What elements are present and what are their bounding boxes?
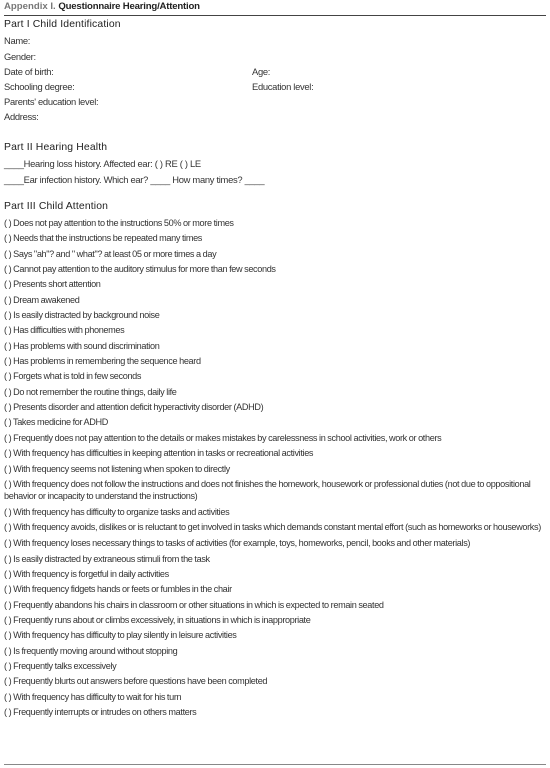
- checkbox-marker[interactable]: ( ): [4, 478, 12, 489]
- checklist-item-text: Forgets what is told in few seconds: [13, 371, 142, 382]
- checkbox-marker[interactable]: ( ): [4, 463, 12, 474]
- education-field-label: Education level:: [252, 81, 314, 92]
- checklist-item-text: Frequently interrupts or intrudes on others matters: [13, 707, 197, 717]
- checklist-item: [4, 308, 548, 323]
- checkbox-marker[interactable]: ( ): [4, 264, 12, 275]
- dob-field-label: Date of birth:: [4, 66, 54, 77]
- part3-title: Part III Child Attention: [4, 201, 109, 212]
- checkbox-marker[interactable]: ( ): [4, 553, 12, 564]
- checklist-item: [4, 323, 548, 338]
- checklist-item: [4, 216, 548, 231]
- hearing-loss-line: ____Hearing loss history. Affected ear: ( ) RE ( ) LE: [4, 158, 201, 169]
- checklist-item: [4, 369, 548, 384]
- checklist-item-text: With frequency has difficulty to play silently in leisure activities: [13, 630, 237, 641]
- checklist-item-text: Presents short attention: [13, 279, 101, 290]
- checklist-item: [4, 400, 548, 415]
- checklist-item-text: Takes medicine for ADHD: [13, 417, 109, 428]
- checklist-item-text: Frequently does not pay attention to the details or makes mistakes by carelessness in school activities, work or others: [13, 432, 442, 443]
- ear-infection-line: ____Ear infection history. Which ear? ____ How many times? ____: [4, 174, 265, 185]
- checklist-item-text: Is easily distracted by background noise: [13, 310, 160, 321]
- checklist-item: [4, 277, 548, 292]
- checklist-item-text: With frequency seems not listening when spoken to directly: [13, 463, 230, 474]
- checklist-item: [4, 505, 548, 520]
- checkbox-marker[interactable]: ( ): [4, 432, 12, 443]
- checkbox-marker[interactable]: ( ): [4, 568, 12, 579]
- checkbox-marker[interactable]: ( ): [4, 614, 12, 625]
- schooling-field-label: Schooling degree:: [4, 81, 75, 92]
- checkbox-marker[interactable]: ( ): [4, 371, 12, 382]
- checkbox-marker[interactable]: ( ): [4, 691, 12, 702]
- checkbox-marker[interactable]: ( ): [4, 310, 12, 321]
- checklist-item: [4, 582, 548, 597]
- checklist-item-text: Is easily distracted by extraneous stimuli from the task: [13, 553, 210, 564]
- part2-title: Part II Hearing Health: [4, 142, 108, 153]
- checklist-item-text: Has problems with sound discrimination: [13, 340, 160, 351]
- appendix-label: Appendix I.: [4, 1, 56, 12]
- checklist-item: [4, 477, 548, 505]
- checkbox-marker[interactable]: ( ): [4, 294, 12, 305]
- checklist-item-text: With frequency fidgets hands or feets or fumbles in the chair: [13, 584, 232, 595]
- checklist-item-text: Is frequently moving around without stopping: [13, 645, 178, 656]
- checkbox-marker[interactable]: ( ): [4, 218, 12, 228]
- checklist-item: [4, 446, 548, 461]
- attention-checklist: [4, 216, 548, 720]
- checkbox-marker[interactable]: ( ): [4, 325, 12, 336]
- checklist-item: [4, 293, 548, 308]
- checklist-item: [4, 690, 548, 705]
- checklist-item: [4, 339, 548, 354]
- checkbox-marker[interactable]: ( ): [4, 402, 12, 413]
- checklist-item: [4, 520, 548, 536]
- checklist-item-text: Frequently blurts out answers before questions have been completed: [13, 676, 268, 687]
- checklist-item-text: Does not pay attention to the instructions 50% or more times: [13, 218, 234, 228]
- checklist-item-text: Cannot pay attention to the auditory stimulus for more than few seconds: [13, 264, 276, 275]
- address-field-label: Address:: [4, 111, 39, 122]
- checklist-item-text: Frequently talks excessively: [13, 660, 117, 671]
- checkbox-marker[interactable]: ( ): [4, 676, 12, 687]
- header-divider: [4, 15, 546, 16]
- checklist-item-text: Dream awakened: [13, 294, 80, 305]
- checklist-item-text: With frequency has difficulties in keeping attention in tasks or recreational activities: [13, 448, 314, 459]
- checklist-item: [4, 385, 548, 400]
- appendix-header: [4, 1, 200, 12]
- checkbox-marker[interactable]: ( ): [4, 340, 12, 351]
- checkbox-marker[interactable]: ( ): [4, 356, 12, 367]
- checkbox-marker[interactable]: ( ): [4, 279, 12, 290]
- footer-divider: [4, 764, 546, 765]
- checkbox-marker[interactable]: ( ): [4, 522, 12, 533]
- checkbox-marker[interactable]: ( ): [4, 386, 12, 397]
- checkbox-marker[interactable]: ( ): [4, 248, 12, 259]
- parents-education-field-label: Parents' education level:: [4, 96, 99, 107]
- part1-title: Part I Child Identification: [4, 19, 121, 30]
- checklist-item: [4, 247, 548, 262]
- checklist-item: [4, 705, 548, 720]
- checklist-item: [4, 659, 548, 674]
- checkbox-marker[interactable]: ( ): [4, 630, 12, 641]
- checklist-item-text: Needs that the instructions be repeated many times: [13, 233, 203, 244]
- checklist-item-text: Has problems in remembering the sequence heard: [13, 356, 201, 367]
- gender-field-label: Gender:: [4, 51, 36, 62]
- name-field-label: Name:: [4, 35, 31, 46]
- checklist-item-text: With frequency has difficulty to wait for his turn: [13, 691, 182, 702]
- checklist-item: [4, 552, 548, 567]
- checklist-item: [4, 536, 548, 552]
- checklist-item-text: With frequency has difficulty to organize tasks and activities: [13, 507, 230, 518]
- checklist-item: [4, 462, 548, 477]
- checklist-item-text: Says "ah"? and " what"? at least 05 or more times a day: [13, 248, 217, 259]
- checklist-item-text: Do not remember the routine things, daily life: [13, 386, 177, 397]
- checklist-item-text: Has difficulties with phonemes: [13, 325, 125, 336]
- checklist-item-text: With frequency avoids, dislikes or is reluctant to get involved in tasks which demands constant mental effort (such as homeworks or houseworks): [13, 522, 541, 533]
- checklist-item: [4, 567, 548, 582]
- checklist-item-text: With frequency loses necessary things to tasks of activities (for example, toys, homeworks, pencil, books and other materials): [13, 537, 471, 548]
- checkbox-marker[interactable]: ( ): [4, 660, 12, 671]
- checklist-item: [4, 231, 548, 246]
- checklist-item: [4, 415, 548, 430]
- checkbox-marker[interactable]: ( ): [4, 507, 12, 518]
- checklist-item-text: With frequency is forgetful in daily activities: [13, 568, 169, 579]
- age-field-label: Age:: [252, 66, 271, 77]
- checklist-item-text: With frequency does not follow the instructions and does not finishes the homework, housework or professional duties (not due to oppositional behavior or incapacity to understand the instructions): [4, 478, 531, 502]
- checklist-item: [4, 628, 548, 643]
- checkbox-marker[interactable]: ( ): [4, 537, 12, 548]
- questionnaire-title: Questionnaire Hearing/Attention: [58, 1, 200, 12]
- checkbox-marker[interactable]: ( ): [4, 448, 12, 459]
- checkbox-marker[interactable]: ( ): [4, 645, 12, 656]
- checklist-item-text: Frequently runs about or climbs excessively, in situations in which is inappropriate: [13, 614, 311, 625]
- checklist-item-text: Frequently abandons his chairs in classroom or other situations in which is expected to remain seated: [13, 599, 384, 610]
- checklist-item: [4, 431, 548, 446]
- checkbox-marker[interactable]: ( ): [4, 417, 12, 428]
- checkbox-marker[interactable]: ( ): [4, 584, 12, 595]
- checkbox-marker[interactable]: ( ): [4, 233, 12, 244]
- checklist-item-text: Presents disorder and attention deficit hyperactivity disorder (ADHD): [13, 402, 264, 413]
- checkbox-marker[interactable]: ( ): [4, 707, 12, 717]
- checklist-item: [4, 354, 548, 369]
- checkbox-marker[interactable]: ( ): [4, 599, 12, 610]
- checklist-item: [4, 598, 548, 613]
- checklist-item: [4, 644, 548, 659]
- checklist-item: [4, 613, 548, 628]
- checklist-item: [4, 674, 548, 689]
- checklist-item: [4, 262, 548, 277]
